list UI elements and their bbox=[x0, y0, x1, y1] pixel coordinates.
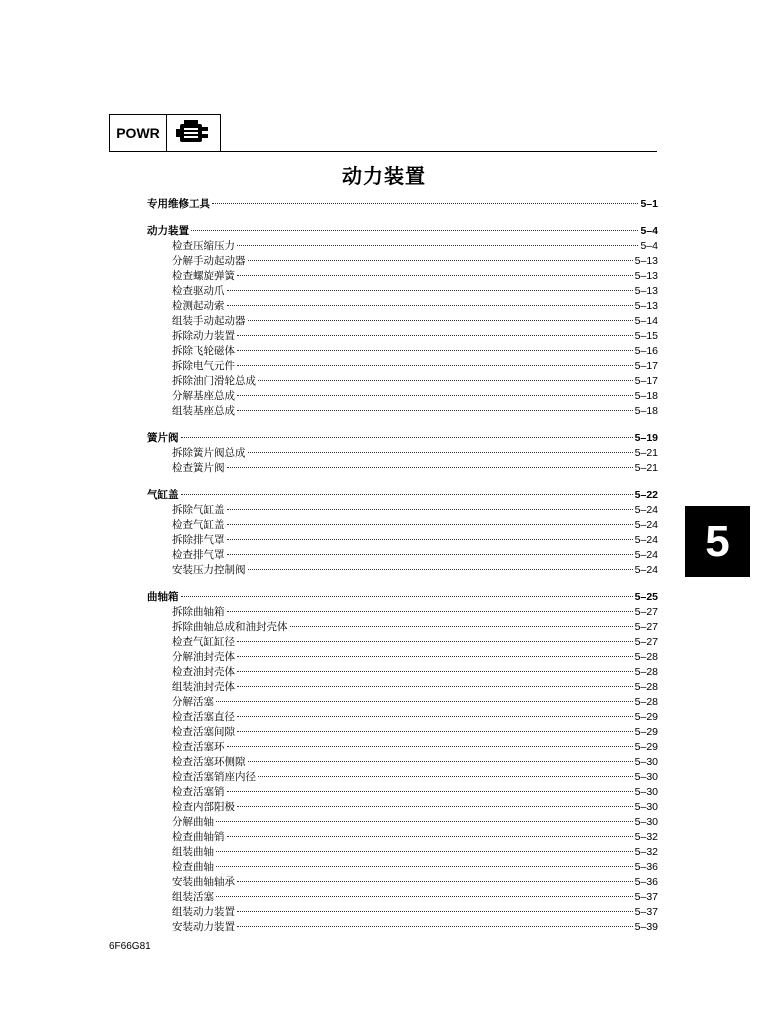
toc-page-number: 5–36 bbox=[634, 861, 658, 873]
toc-entry-row[interactable] bbox=[147, 239, 658, 254]
toc-page-number: 5–13 bbox=[634, 285, 658, 297]
toc-entry-row[interactable] bbox=[147, 680, 658, 695]
toc-entry-row[interactable] bbox=[147, 695, 658, 710]
dot-leader bbox=[248, 260, 633, 261]
toc-entry-row[interactable] bbox=[147, 890, 658, 905]
toc-entry-row[interactable] bbox=[147, 710, 658, 725]
toc-entry-row[interactable] bbox=[147, 785, 658, 800]
chapter-tab: 5 bbox=[685, 506, 750, 577]
toc-page-number: 5–28 bbox=[634, 696, 658, 708]
toc-entry-row[interactable] bbox=[147, 563, 658, 578]
dot-leader bbox=[237, 641, 633, 642]
toc-entry-title: 拆除气缸盖 bbox=[172, 504, 225, 516]
toc-entry-row[interactable] bbox=[147, 860, 658, 875]
toc-entry-title: 拆除油门滑轮总成 bbox=[172, 375, 256, 387]
toc-entry-row[interactable] bbox=[147, 359, 658, 374]
toc-entry-row[interactable] bbox=[147, 605, 658, 620]
toc-entry-row[interactable] bbox=[147, 845, 658, 860]
toc-entry-row[interactable] bbox=[147, 446, 658, 461]
toc-entry-title: 专用维修工具 bbox=[147, 198, 210, 210]
dot-leader bbox=[237, 806, 633, 807]
toc-entry-title: 检查压缩压力 bbox=[172, 240, 235, 252]
toc-entry-row[interactable] bbox=[147, 620, 658, 635]
toc-entry-row[interactable] bbox=[147, 533, 658, 548]
dot-leader bbox=[248, 569, 633, 570]
toc-page-number: 5–16 bbox=[634, 345, 658, 357]
toc-entry-row[interactable] bbox=[147, 875, 658, 890]
toc-page-number: 5–27 bbox=[634, 636, 658, 648]
dot-leader bbox=[248, 452, 633, 453]
dot-leader bbox=[181, 494, 633, 495]
toc-page-number: 5–30 bbox=[634, 786, 658, 798]
toc-entry-title: 检查曲轴销 bbox=[172, 831, 225, 843]
dot-leader bbox=[237, 395, 633, 396]
toc-entry-title: 簧片阀 bbox=[147, 432, 179, 444]
toc-entry-title: 拆除飞轮磁体 bbox=[172, 345, 235, 357]
toc-page-number: 5–13 bbox=[634, 255, 658, 267]
toc-section-row[interactable] bbox=[147, 431, 658, 446]
dot-leader bbox=[237, 245, 638, 246]
toc-entry-title: 拆除簧片阀总成 bbox=[172, 447, 246, 459]
header-rule bbox=[109, 151, 657, 152]
dot-leader bbox=[237, 335, 633, 336]
toc-entry-title: 拆除曲轴箱 bbox=[172, 606, 225, 618]
toc-entry-title: 分解曲轴 bbox=[172, 816, 214, 828]
toc-page-number: 5–24 bbox=[634, 534, 658, 546]
toc-entry-title: 组装油封壳体 bbox=[172, 681, 235, 693]
toc-entry-row[interactable] bbox=[147, 503, 658, 518]
toc-entry-row[interactable] bbox=[147, 461, 658, 476]
toc-page-number: 5–27 bbox=[634, 606, 658, 618]
toc-page-number: 5–18 bbox=[634, 405, 658, 417]
toc-page-number: 5–19 bbox=[634, 432, 658, 444]
toc-entry-title: 组装活塞 bbox=[172, 891, 214, 903]
toc-page-number: 5–24 bbox=[634, 519, 658, 531]
toc-entry-title: 气缸盖 bbox=[147, 489, 179, 501]
dot-leader bbox=[212, 203, 638, 204]
dot-leader bbox=[290, 626, 633, 627]
toc-entry-row[interactable] bbox=[147, 548, 658, 563]
section-gap bbox=[147, 578, 658, 590]
toc-entry-row[interactable] bbox=[147, 344, 658, 359]
toc-page-number: 5–29 bbox=[634, 726, 658, 738]
toc-entry-row[interactable] bbox=[147, 665, 658, 680]
toc-entry-title: 检查活塞环侧隙 bbox=[172, 756, 246, 768]
toc-section-row[interactable] bbox=[147, 488, 658, 503]
toc-entry-title: 拆除排气罩 bbox=[172, 534, 225, 546]
toc-entry-row[interactable] bbox=[147, 800, 658, 815]
section-badge bbox=[109, 114, 221, 152]
toc-page-number: 5–37 bbox=[634, 906, 658, 918]
toc-entry-title: 分解基座总成 bbox=[172, 390, 235, 402]
toc-entry-title: 组装曲轴 bbox=[172, 846, 214, 858]
toc-entry-title: 拆除动力装置 bbox=[172, 330, 235, 342]
toc-entry-title: 拆除曲轴总成和油封壳体 bbox=[172, 621, 288, 633]
dot-leader bbox=[237, 656, 633, 657]
dot-leader bbox=[227, 305, 633, 306]
table-of-contents bbox=[147, 197, 658, 935]
toc-page-number: 5–25 bbox=[634, 591, 658, 603]
toc-page-number: 5–28 bbox=[634, 651, 658, 663]
toc-entry-row[interactable] bbox=[147, 905, 658, 920]
section-gap bbox=[147, 419, 658, 431]
toc-entry-title: 拆除电气元件 bbox=[172, 360, 235, 372]
toc-page-number: 5–30 bbox=[634, 771, 658, 783]
dot-leader bbox=[227, 467, 633, 468]
dot-leader bbox=[248, 761, 633, 762]
toc-page-number: 5–14 bbox=[634, 315, 658, 327]
toc-page-number: 5–39 bbox=[634, 921, 658, 933]
toc-entry-title: 安装压力控制阀 bbox=[172, 564, 246, 576]
toc-entry-title: 检查活塞环 bbox=[172, 741, 225, 753]
dot-leader bbox=[237, 365, 633, 366]
toc-page-number: 5–37 bbox=[634, 891, 658, 903]
toc-entry-row[interactable] bbox=[147, 404, 658, 419]
dot-leader bbox=[237, 410, 633, 411]
dot-leader bbox=[227, 791, 633, 792]
toc-page-number: 5–32 bbox=[634, 831, 658, 843]
toc-entry-row[interactable] bbox=[147, 314, 658, 329]
dot-leader bbox=[258, 776, 633, 777]
footer-code: 6F66G81 bbox=[109, 941, 151, 952]
page-header bbox=[109, 114, 657, 152]
dot-leader bbox=[227, 836, 633, 837]
dot-leader bbox=[237, 926, 633, 927]
toc-page-number: 5–1 bbox=[640, 198, 658, 210]
toc-page-number: 5–28 bbox=[634, 681, 658, 693]
toc-entry-row[interactable] bbox=[147, 329, 658, 344]
toc-entry-title: 安装曲轴轴承 bbox=[172, 876, 235, 888]
toc-entry-title: 曲轴箱 bbox=[147, 591, 179, 603]
toc-entry-title: 安装动力装置 bbox=[172, 921, 235, 933]
toc-entry-row[interactable] bbox=[147, 284, 658, 299]
toc-entry-title: 检查活塞间隙 bbox=[172, 726, 235, 738]
toc-page-number: 5–27 bbox=[634, 621, 658, 633]
toc-page-number: 5–18 bbox=[634, 390, 658, 402]
toc-section-row[interactable] bbox=[147, 197, 658, 212]
toc-entry-title: 检查活塞直径 bbox=[172, 711, 235, 723]
toc-entry-title: 检查簧片阀 bbox=[172, 462, 225, 474]
toc-section-row[interactable] bbox=[147, 590, 658, 605]
toc-entry-title: 检查活塞销 bbox=[172, 786, 225, 798]
toc-page-number: 5–4 bbox=[640, 225, 658, 237]
toc-page-number: 5–13 bbox=[634, 270, 658, 282]
toc-page-number: 5–24 bbox=[634, 549, 658, 561]
dot-leader bbox=[227, 524, 633, 525]
toc-page-number: 5–4 bbox=[640, 240, 658, 252]
toc-entry-title: 检查驱动爪 bbox=[172, 285, 225, 297]
toc-entry-title: 组装基座总成 bbox=[172, 405, 235, 417]
dot-leader bbox=[227, 611, 633, 612]
dot-leader bbox=[227, 554, 633, 555]
dot-leader bbox=[237, 911, 633, 912]
toc-page-number: 5–22 bbox=[634, 489, 658, 501]
dot-leader bbox=[216, 851, 633, 852]
toc-page-number: 5–30 bbox=[634, 756, 658, 768]
toc-entry-row[interactable] bbox=[147, 920, 658, 935]
toc-page-number: 5–32 bbox=[634, 846, 658, 858]
dot-leader bbox=[237, 731, 633, 732]
dot-leader bbox=[237, 686, 633, 687]
toc-entry-title: 检查活塞销座内径 bbox=[172, 771, 256, 783]
toc-page-number: 5–24 bbox=[634, 504, 658, 516]
toc-page-number: 5–30 bbox=[634, 816, 658, 828]
toc-entry-row[interactable] bbox=[147, 374, 658, 389]
dot-leader bbox=[237, 275, 633, 276]
engine-icon bbox=[167, 115, 220, 151]
dot-leader bbox=[216, 821, 633, 822]
dot-leader bbox=[216, 866, 633, 867]
toc-page-number: 5–17 bbox=[634, 375, 658, 387]
toc-entry-row[interactable] bbox=[147, 269, 658, 284]
toc-entry-title: 检查排气罩 bbox=[172, 549, 225, 561]
toc-entry-row[interactable] bbox=[147, 770, 658, 785]
toc-entry-title: 检查曲轴 bbox=[172, 861, 214, 873]
dot-leader bbox=[237, 350, 633, 351]
dot-leader bbox=[181, 596, 633, 597]
toc-page-number: 5–21 bbox=[634, 462, 658, 474]
dot-leader bbox=[227, 290, 633, 291]
section-gap bbox=[147, 476, 658, 488]
toc-entry-row[interactable] bbox=[147, 299, 658, 314]
dot-leader bbox=[237, 671, 633, 672]
toc-entry-title: 检查螺旋弹簧 bbox=[172, 270, 235, 282]
dot-leader bbox=[237, 716, 633, 717]
section-gap bbox=[147, 212, 658, 224]
dot-leader bbox=[216, 701, 633, 702]
dot-leader bbox=[181, 437, 633, 438]
toc-entry-title: 组装动力装置 bbox=[172, 906, 235, 918]
toc-entry-row[interactable] bbox=[147, 725, 658, 740]
toc-entry-row[interactable] bbox=[147, 650, 658, 665]
toc-entry-title: 检查油封壳体 bbox=[172, 666, 235, 678]
toc-page-number: 5–21 bbox=[634, 447, 658, 459]
toc-page-number: 5–24 bbox=[634, 564, 658, 576]
toc-entry-title: 检测起动索 bbox=[172, 300, 225, 312]
dot-leader bbox=[248, 320, 633, 321]
toc-entry-title: 检查气缸盖 bbox=[172, 519, 225, 531]
toc-entry-row[interactable] bbox=[147, 815, 658, 830]
toc-entry-title: 检查气缸缸径 bbox=[172, 636, 235, 648]
dot-leader bbox=[191, 230, 638, 231]
toc-entry-row[interactable] bbox=[147, 389, 658, 404]
toc-entry-row[interactable] bbox=[147, 635, 658, 650]
dot-leader bbox=[227, 746, 633, 747]
toc-page-number: 5–13 bbox=[634, 300, 658, 312]
toc-entry-row[interactable] bbox=[147, 518, 658, 533]
toc-entry-row[interactable] bbox=[147, 740, 658, 755]
toc-entry-row[interactable] bbox=[147, 755, 658, 770]
section-badge-label: POWR bbox=[110, 115, 167, 151]
toc-entry-title: 组装手动起动器 bbox=[172, 315, 246, 327]
dot-leader bbox=[227, 539, 633, 540]
toc-entry-title: 分解油封壳体 bbox=[172, 651, 235, 663]
toc-page-number: 5–17 bbox=[634, 360, 658, 372]
toc-entry-title: 分解手动起动器 bbox=[172, 255, 246, 267]
toc-page-number: 5–15 bbox=[634, 330, 658, 342]
toc-section-row[interactable] bbox=[147, 224, 658, 239]
dot-leader bbox=[258, 380, 633, 381]
toc-entry-row[interactable] bbox=[147, 254, 658, 269]
toc-page-number: 5–28 bbox=[634, 666, 658, 678]
toc-entry-title: 动力装置 bbox=[147, 225, 189, 237]
toc-page-number: 5–30 bbox=[634, 801, 658, 813]
toc-page-number: 5–29 bbox=[634, 741, 658, 753]
dot-leader bbox=[216, 896, 633, 897]
toc-page-number: 5–29 bbox=[634, 711, 658, 723]
page-title: 动力装置 bbox=[342, 164, 426, 188]
toc-entry-row[interactable] bbox=[147, 830, 658, 845]
dot-leader bbox=[227, 509, 633, 510]
dot-leader bbox=[237, 881, 633, 882]
toc-entry-title: 分解活塞 bbox=[172, 696, 214, 708]
toc-entry-title: 检查内部阳极 bbox=[172, 801, 235, 813]
toc-page-number: 5–36 bbox=[634, 876, 658, 888]
